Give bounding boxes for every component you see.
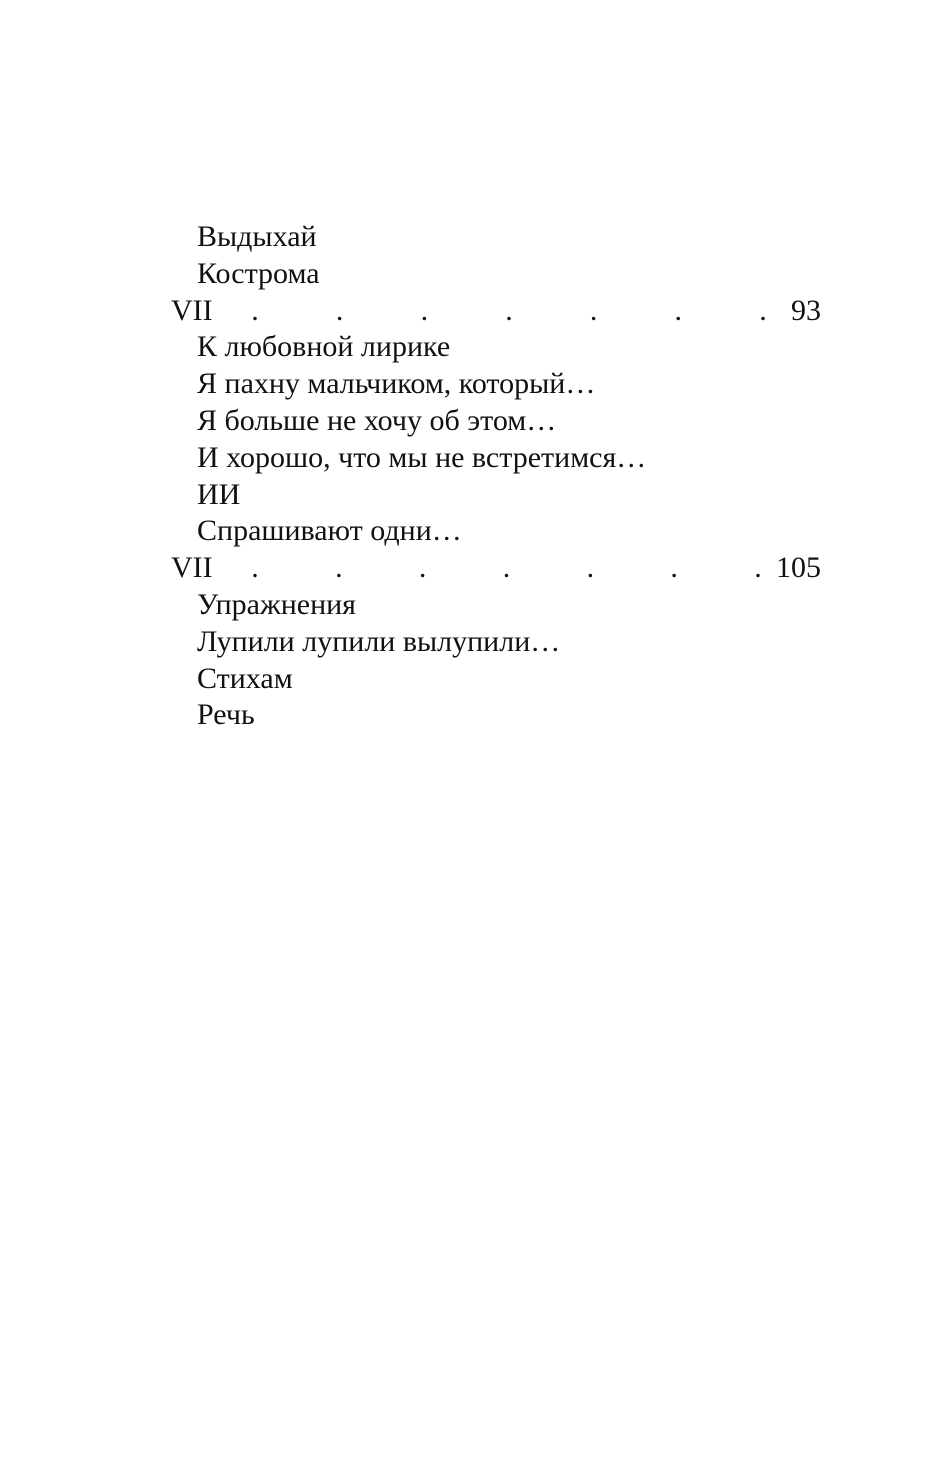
toc-section-heading [171,550,821,587]
toc-entry: Спрашивают одни… [197,514,462,548]
toc-entry: Речь [197,698,255,732]
toc-entry: Упражнения [197,587,356,621]
dot-leader: . . . . . . . [251,293,767,327]
section-page-number: 93 [791,293,821,327]
toc-entry: Я больше не хочу об этом… [197,403,557,437]
toc-entry: ИИ [197,477,241,511]
toc-entry: К любовной лирике [197,330,451,364]
section-numeral: VII [171,293,213,327]
dot-leader: . . . . . . . [251,551,762,585]
toc-section-heading [171,293,821,330]
toc-entry: Выдыхай [197,220,317,253]
toc-entry: Я пахну мальчиком, который… [197,367,596,401]
section-page-number: 105 [776,551,821,585]
toc-entry: Кострома [197,256,320,290]
table-of-contents [171,219,821,734]
toc-entry: Лупили лупили вылупили… [197,624,561,658]
toc-entry: И хорошо, что мы не встретимся… [197,440,647,474]
toc-entry: Стихам [197,661,293,695]
section-numeral: VII [171,551,213,585]
